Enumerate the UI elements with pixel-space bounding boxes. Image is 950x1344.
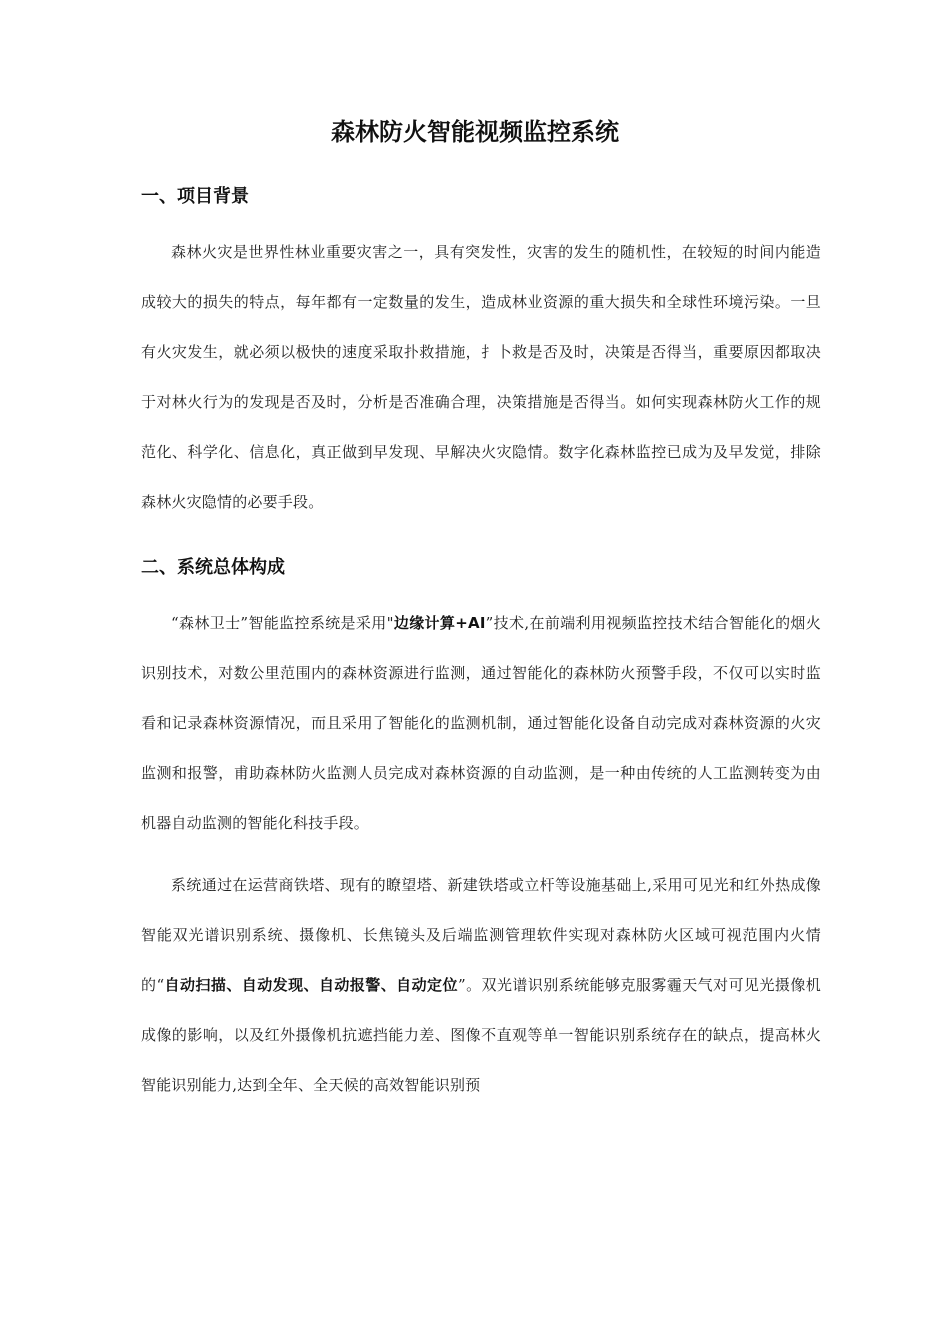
paragraph-text: ”。双光谱识别系统能够克服雾霾天气对可见光摄像机成像的影响，以及红外摄像机抗遮挡能力差、图像不直观等单一智能识别系统存在的缺点，提高林火智能识别能力,达到全年、全天候的高效智能识别预 <box>141 976 821 1094</box>
paragraph-text: ”技术,在前端利用视频监控技术结合智能化的烟火识别技术，对数公里范围内的森林资源进行监测，通过智能化的森林防火预警手段，不仅可以实时监看和记录森林资源情况，而且采用了智能化的监测机制，通过智能化设备自动完成对森林资源的火灾监测和报警，甫助森林防火监测人员完成对森林资源的自动监测，是一种由传统的人工监测转变为由机器自动监测的智能化科技手段。 <box>141 614 821 832</box>
paragraph-system-overview <box>141 598 821 848</box>
paragraph-text: “森林卫士”智能监控系统是采用" <box>171 614 394 632</box>
bold-highlight: 边缘计算+AI <box>393 614 486 632</box>
paragraph-dual-spectrum <box>141 860 821 1110</box>
paragraph-background: 森林火灾是世界性林业重要灾害之一，具有突发性，灾害的发生的随机性，在较短的时间内能造成较大的损失的特点，每年都有一定数量的发生，造成林业资源的重大损失和全球性环境污染。一旦有火灾发生，就必须以极快的速度采取扑救措施，扌卜救是否及时，决策是否得当，重要原因都取决于对林火行为的发现是否及时，分析是否准确合理，决策措施是否得当。如何实现森林防火工作的规范化、科学化、信息化，真正做到早发现、早解决火灾隐情。数字化森林监控已成为及早发觉，排除森林火灾隐情的必要手段。 <box>141 243 821 511</box>
section-heading-system-overview: 二、系统总体构成 <box>141 557 285 578</box>
document-title: 森林防火智能视频监控系统 <box>331 118 619 146</box>
paragraph-text: 系统通过在运营商铁塔、现有的瞭望塔、新建铁塔或立杆等设施基础上,采用可见光和红外热成像智能双光谱识别系统、摄像机、长焦镜头及后端监测管理软件实现对森林防火区域可视范围内火情的“ <box>141 876 821 994</box>
bold-highlight: 自动扫描、自动发现、自动报警、自动定位 <box>164 976 458 994</box>
section-heading-background: 一、项目背景 <box>141 186 249 207</box>
